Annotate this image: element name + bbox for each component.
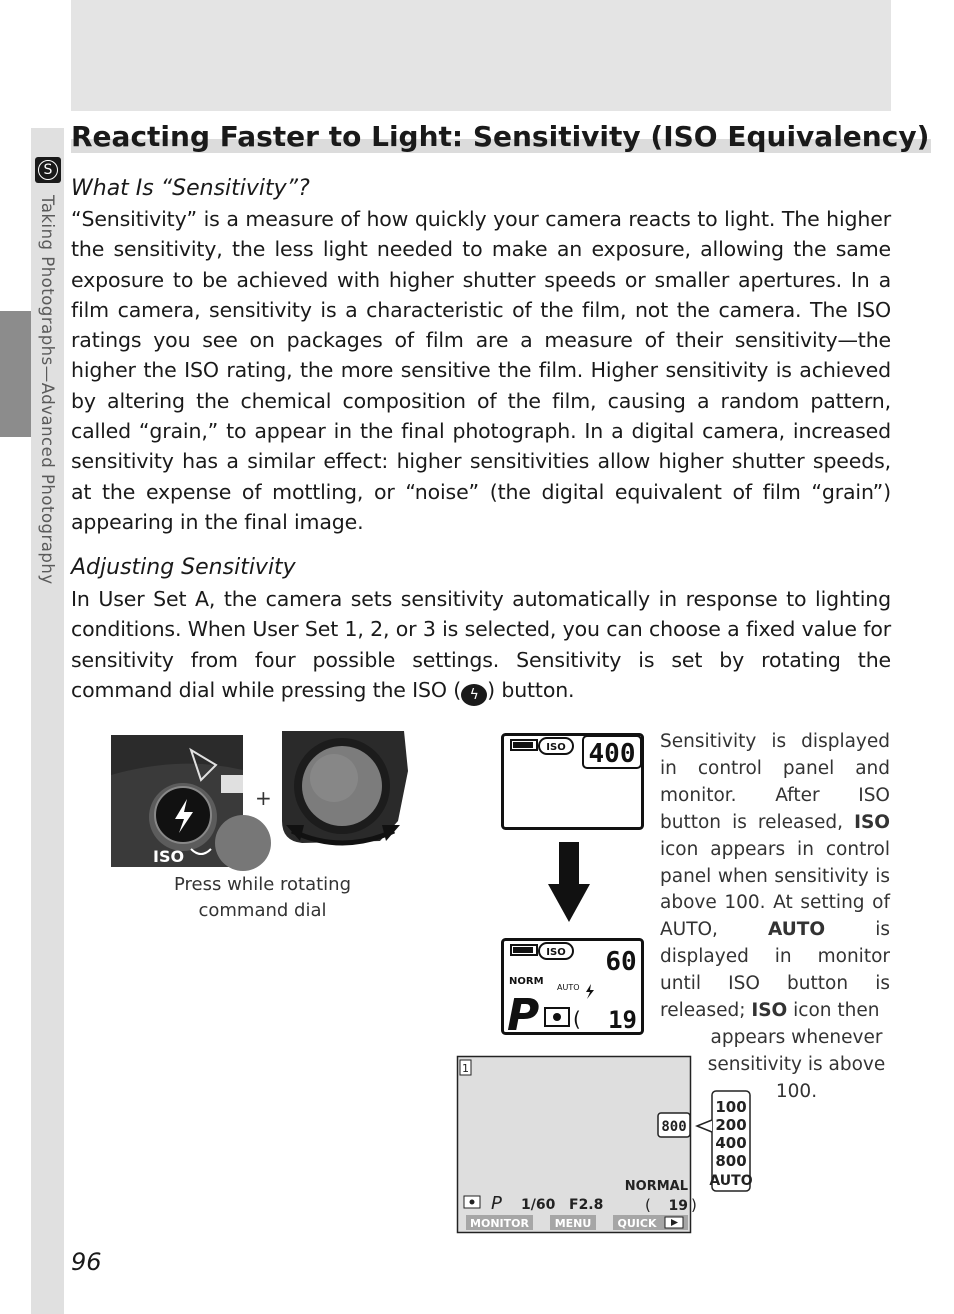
chapter-tab bbox=[0, 311, 31, 437]
page-title: Reacting Faster to Light: Sensitivity (ISO Equivalency) bbox=[71, 120, 930, 153]
svg-text:800: 800 bbox=[661, 1119, 687, 1135]
control-panel-top bbox=[501, 733, 645, 831]
svg-text:200: 200 bbox=[715, 1116, 747, 1134]
svg-text:P: P bbox=[491, 1193, 502, 1214]
section-heading-adjusting: Adjusting Sensitivity bbox=[71, 555, 296, 580]
page-number: 96 bbox=[71, 1248, 102, 1276]
svg-text:800: 800 bbox=[715, 1152, 747, 1170]
svg-text:NORMAL: NORMAL bbox=[624, 1179, 688, 1194]
svg-text:ISO: ISO bbox=[546, 947, 566, 958]
svg-text:AUTO: AUTO bbox=[709, 1173, 753, 1189]
camera-mode-icon bbox=[221, 775, 243, 793]
side-note: Sensitivity is displayed in control panel and monitor. After ISO button is released, ISO icon appears in control panel when sensitivity is above 100. At setting of AUTO, AUTO is displayed in monitor until ISO button is released; ISO icon then appears whenever sensitivity is above 100. bbox=[660, 731, 890, 1102]
svg-text:19: 19 bbox=[668, 1198, 688, 1214]
section-body-what: “Sensitivity” is a measure of how quickly your camera reacts to light. The higher the sensitivity, the less light needed to make an exposure, allowing the same exposure to be achieved with higher shutter speeds or smaller apertures. In a film camera, sensitivity is a characteristic of the film, not the camera. The ISO ratings you see on packages of film are a measure of their sensitivity—the higher the ISO rating, the more sensitive the film. Higher sensitivity is achieved by altering the chemical composition of the film, causing a random pattern, called “grain,” to appear in the final photograph. In a digital camera, increased sensitivity has a similar effect: higher sensitivities allow higher shutter speeds, at the expense of mottling, or “noise” (the digital equivalent of film “grain”) appearing in the final image. bbox=[71, 207, 891, 534]
svg-text:P: P bbox=[507, 990, 540, 1041]
svg-text:): ) bbox=[691, 1196, 697, 1214]
section-heading-what: What Is “Sensitivity”? bbox=[71, 176, 310, 201]
section-body-adjusting: In User Set A, the camera sets sensitivity automatically in response to lighting conditions. When User Set 1, 2, or 3 is selected, you can choose a fixed value for sensitivity from four possible settings. Sensitivity is set by rotating the command dial while pressing the ISO ( ϟ ) button. bbox=[71, 584, 891, 706]
menu-button: MENU bbox=[554, 1217, 592, 1230]
figure-caption: Press while rotating command dial bbox=[173, 874, 352, 921]
svg-text:F2.8: F2.8 bbox=[569, 1197, 604, 1213]
monitor-display bbox=[457, 1056, 697, 1234]
command-dial-photo bbox=[282, 731, 410, 857]
plus-sign: + bbox=[255, 786, 272, 810]
header-band bbox=[71, 0, 891, 111]
iso-button-name: ISO bbox=[412, 677, 447, 702]
svg-text:(: ( bbox=[645, 1196, 651, 1214]
svg-text:1: 1 bbox=[462, 1062, 469, 1075]
svg-text:100: 100 bbox=[715, 1098, 747, 1116]
chapter-label: Taking Photographs—Advanced Photography bbox=[38, 195, 57, 585]
iso-button-photo bbox=[111, 735, 243, 867]
s-mode-icon: S bbox=[35, 157, 61, 183]
svg-text:ISO: ISO bbox=[153, 847, 185, 866]
control-panel-bottom bbox=[501, 938, 645, 1041]
svg-text:400: 400 bbox=[715, 1134, 747, 1152]
flash-mode-icon: ϟ bbox=[461, 684, 487, 706]
quick-button: QUICK bbox=[617, 1217, 657, 1230]
svg-text:AUTO: AUTO bbox=[557, 983, 580, 992]
svg-text:19: 19 bbox=[608, 1006, 637, 1034]
panel-iso-value: 400 bbox=[588, 739, 636, 769]
down-arrow-icon bbox=[548, 842, 590, 922]
svg-text:ISO: ISO bbox=[546, 742, 566, 753]
svg-text:(: ( bbox=[573, 1007, 581, 1031]
svg-text:NORM: NORM bbox=[509, 976, 544, 987]
svg-text:1/60: 1/60 bbox=[521, 1197, 556, 1213]
panel-shutter-value: 60 bbox=[605, 947, 637, 977]
monitor-button: MONITOR bbox=[470, 1217, 529, 1230]
